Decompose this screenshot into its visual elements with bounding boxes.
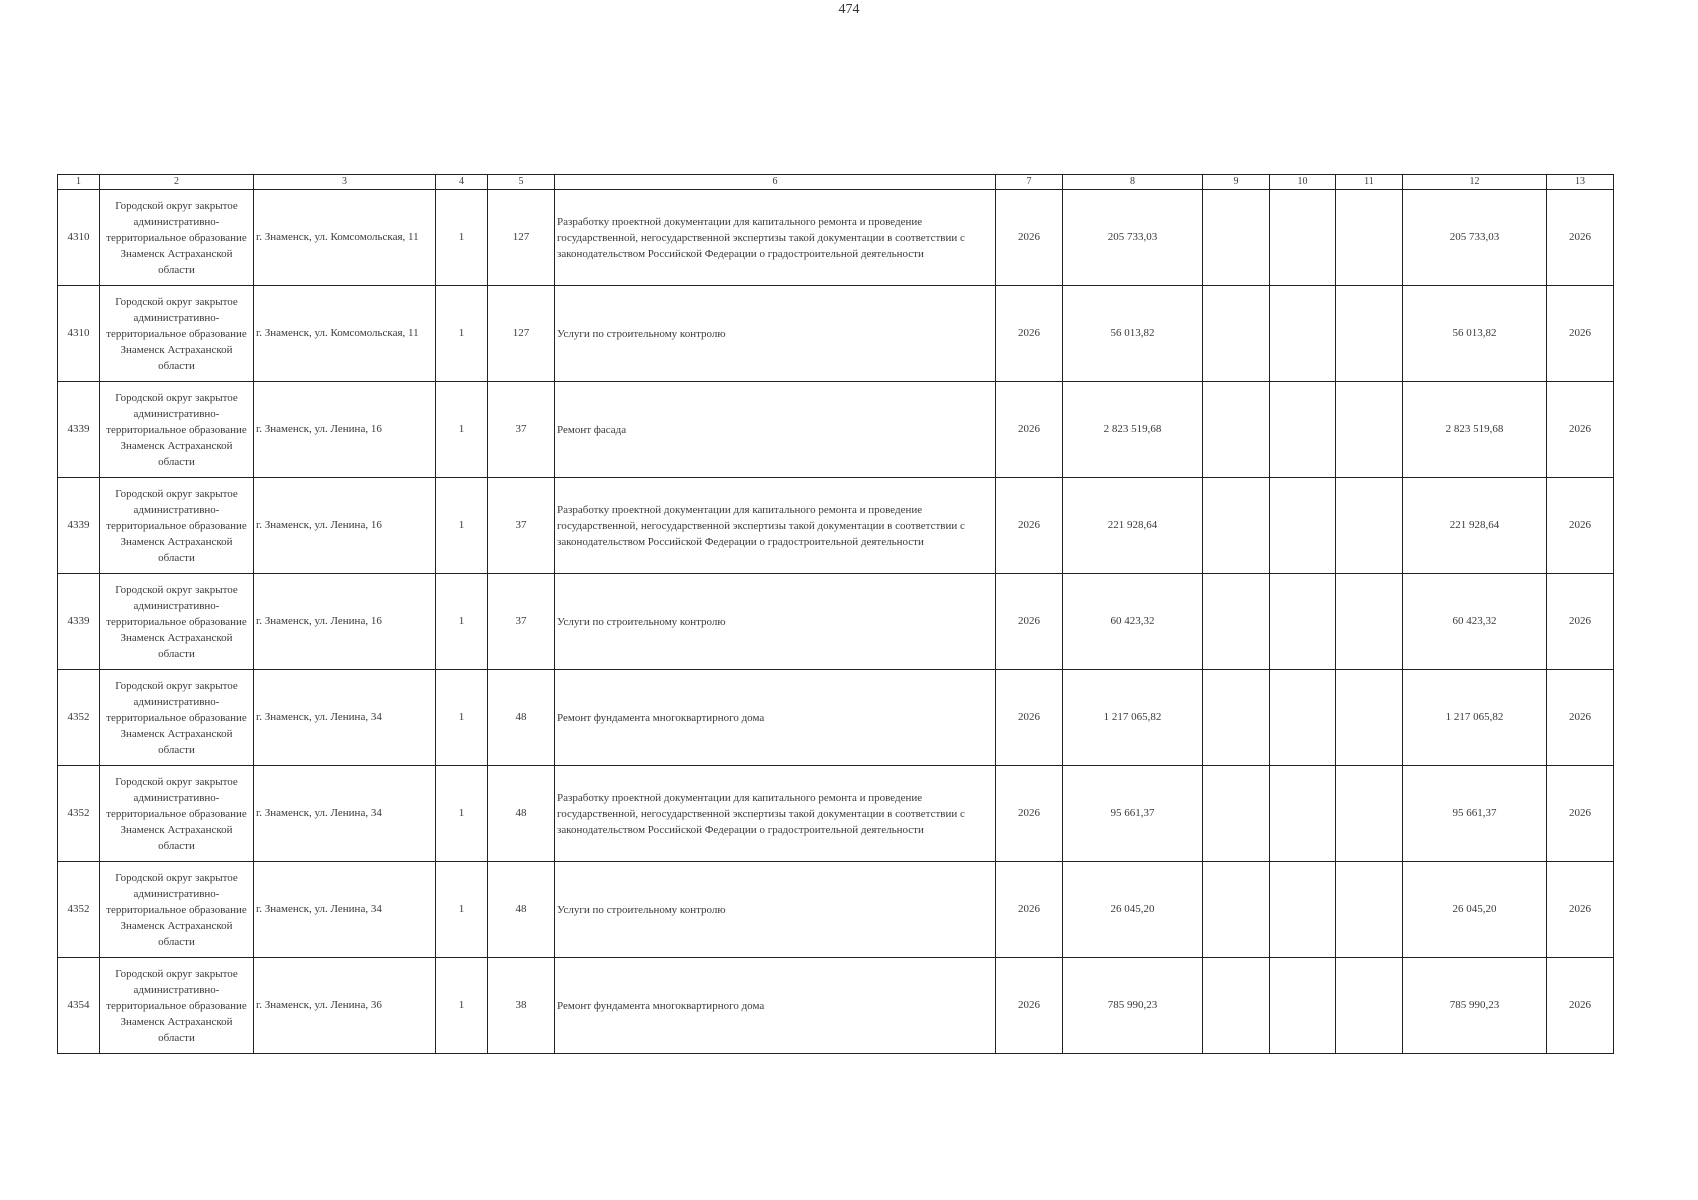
cell-house-id: 4352 [58, 670, 100, 766]
cell-total-cost: 785 990,23 [1063, 958, 1203, 1054]
cell-total-cost: 205 733,03 [1063, 190, 1203, 286]
cell-total-cost: 60 423,32 [1063, 574, 1203, 670]
cell-col13-year: 2026 [1547, 478, 1614, 574]
cell-col10 [1270, 478, 1336, 574]
cell-municipality: Городской округ закрытое административно-территориальное образование Знаменск Астраханской области [100, 766, 254, 862]
cell-total-cost: 2 823 519,68 [1063, 382, 1203, 478]
cell-col13-year: 2026 [1547, 190, 1614, 286]
cell-col10 [1270, 862, 1336, 958]
table-row [58, 286, 1614, 382]
cell-col11 [1336, 382, 1403, 478]
cell-col13-year: 2026 [1547, 382, 1614, 478]
cell-address: г. Знаменск, ул. Ленина, 36 [254, 958, 436, 1054]
table-row [58, 382, 1614, 478]
cell-col12-cost: 2 823 519,68 [1403, 382, 1547, 478]
cell-col9 [1203, 190, 1270, 286]
cell-col10 [1270, 190, 1336, 286]
cell-col11 [1336, 190, 1403, 286]
cell-col4: 1 [436, 670, 488, 766]
table-row [58, 190, 1614, 286]
cell-work-type: Разработку проектной документации для капитального ремонта и проведение государственной, негосударственной экспертизы такой документации в соответствии с законодательством Российской Федерации о градостроительной деятельности [555, 190, 996, 286]
cell-col13-year: 2026 [1547, 958, 1614, 1054]
column-header: 7 [996, 175, 1063, 190]
column-number-row [58, 175, 1614, 190]
cell-col5: 38 [488, 958, 555, 1054]
cell-total-cost: 26 045,20 [1063, 862, 1203, 958]
column-header: 10 [1270, 175, 1336, 190]
cell-municipality: Городской округ закрытое административно-территориальное образование Знаменск Астраханской области [100, 190, 254, 286]
cell-col12-cost: 95 661,37 [1403, 766, 1547, 862]
cell-address: г. Знаменск, ул. Ленина, 16 [254, 478, 436, 574]
cell-house-id: 4310 [58, 286, 100, 382]
cell-col9 [1203, 670, 1270, 766]
cell-work-type: Услуги по строительному контролю [555, 574, 996, 670]
cell-col13-year: 2026 [1547, 286, 1614, 382]
cell-municipality: Городской округ закрытое административно-территориальное образование Знаменск Астраханской области [100, 478, 254, 574]
cell-col13-year: 2026 [1547, 766, 1614, 862]
cell-col10 [1270, 670, 1336, 766]
cell-address: г. Знаменск, ул. Ленина, 34 [254, 862, 436, 958]
cell-address: г. Знаменск, ул. Ленина, 34 [254, 766, 436, 862]
cell-col5: 37 [488, 382, 555, 478]
cell-work-type: Услуги по строительному контролю [555, 862, 996, 958]
cell-col12-cost: 205 733,03 [1403, 190, 1547, 286]
cell-col12-cost: 56 013,82 [1403, 286, 1547, 382]
cell-work-type: Разработку проектной документации для капитального ремонта и проведение государственной, негосударственной экспертизы такой документации в соответствии с законодательством Российской Федерации о градостроительной деятельности [555, 766, 996, 862]
cell-municipality: Городской округ закрытое административно-территориальное образование Знаменск Астраханской области [100, 382, 254, 478]
cell-house-id: 4339 [58, 478, 100, 574]
cell-address: г. Знаменск, ул. Ленина, 16 [254, 574, 436, 670]
cell-col4: 1 [436, 766, 488, 862]
cell-col11 [1336, 574, 1403, 670]
cell-col5: 127 [488, 190, 555, 286]
cell-col4: 1 [436, 478, 488, 574]
cell-municipality: Городской округ закрытое административно-территориальное образование Знаменск Астраханской области [100, 862, 254, 958]
cell-col13-year: 2026 [1547, 670, 1614, 766]
cell-col12-cost: 221 928,64 [1403, 478, 1547, 574]
cell-total-cost: 56 013,82 [1063, 286, 1203, 382]
cell-col4: 1 [436, 862, 488, 958]
cell-municipality: Городской округ закрытое административно-территориальное образование Знаменск Астраханской области [100, 286, 254, 382]
cell-col12-cost: 785 990,23 [1403, 958, 1547, 1054]
cell-work-type: Услуги по строительному контролю [555, 286, 996, 382]
column-header: 12 [1403, 175, 1547, 190]
column-header: 11 [1336, 175, 1403, 190]
cell-col12-cost: 26 045,20 [1403, 862, 1547, 958]
cell-year: 2026 [996, 670, 1063, 766]
cell-col5: 48 [488, 862, 555, 958]
cell-col10 [1270, 766, 1336, 862]
table-row [58, 862, 1614, 958]
cell-col4: 1 [436, 190, 488, 286]
table-row [58, 766, 1614, 862]
cell-col10 [1270, 574, 1336, 670]
cell-col11 [1336, 478, 1403, 574]
cell-work-type: Ремонт фундамента многоквартирного дома [555, 670, 996, 766]
column-header: 6 [555, 175, 996, 190]
cell-col10 [1270, 286, 1336, 382]
cell-work-type: Ремонт фасада [555, 382, 996, 478]
cell-address: г. Знаменск, ул. Ленина, 34 [254, 670, 436, 766]
cell-col10 [1270, 958, 1336, 1054]
cell-house-id: 4339 [58, 574, 100, 670]
cell-year: 2026 [996, 286, 1063, 382]
cell-col11 [1336, 670, 1403, 766]
cell-col5: 127 [488, 286, 555, 382]
cell-year: 2026 [996, 478, 1063, 574]
page-number: 474 [838, 2, 860, 17]
column-header: 1 [58, 175, 100, 190]
table-row [58, 478, 1614, 574]
table-row [58, 574, 1614, 670]
cell-municipality: Городской округ закрытое административно-территориальное образование Знаменск Астраханской области [100, 670, 254, 766]
cell-address: г. Знаменск, ул. Ленина, 16 [254, 382, 436, 478]
cell-col11 [1336, 958, 1403, 1054]
cell-year: 2026 [996, 766, 1063, 862]
cell-col9 [1203, 478, 1270, 574]
cell-year: 2026 [996, 862, 1063, 958]
cell-house-id: 4352 [58, 862, 100, 958]
cell-col4: 1 [436, 958, 488, 1054]
cell-year: 2026 [996, 574, 1063, 670]
cell-house-id: 4354 [58, 958, 100, 1054]
cell-house-id: 4310 [58, 190, 100, 286]
cell-municipality: Городской округ закрытое административно-территориальное образование Знаменск Астраханской области [100, 958, 254, 1054]
cell-col13-year: 2026 [1547, 574, 1614, 670]
cell-house-id: 4352 [58, 766, 100, 862]
table-row [58, 958, 1614, 1054]
cell-col9 [1203, 958, 1270, 1054]
cell-col9 [1203, 766, 1270, 862]
cell-total-cost: 221 928,64 [1063, 478, 1203, 574]
cell-col5: 37 [488, 478, 555, 574]
cell-col9 [1203, 382, 1270, 478]
cell-col11 [1336, 286, 1403, 382]
cell-year: 2026 [996, 382, 1063, 478]
cell-work-type: Разработку проектной документации для капитального ремонта и проведение государственной, негосударственной экспертизы такой документации в соответствии с законодательством Российской Федерации о градостроительной деятельности [555, 478, 996, 574]
column-header: 4 [436, 175, 488, 190]
column-header: 9 [1203, 175, 1270, 190]
cell-col10 [1270, 382, 1336, 478]
cell-year: 2026 [996, 958, 1063, 1054]
cell-house-id: 4339 [58, 382, 100, 478]
cell-address: г. Знаменск, ул. Комсомольская, 11 [254, 286, 436, 382]
cell-col9 [1203, 286, 1270, 382]
column-header: 3 [254, 175, 436, 190]
cell-col13-year: 2026 [1547, 862, 1614, 958]
cell-col4: 1 [436, 574, 488, 670]
column-header: 13 [1547, 175, 1614, 190]
cell-work-type: Ремонт фундамента многоквартирного дома [555, 958, 996, 1054]
cell-col12-cost: 1 217 065,82 [1403, 670, 1547, 766]
cell-col4: 1 [436, 382, 488, 478]
cell-col4: 1 [436, 286, 488, 382]
cell-col5: 37 [488, 574, 555, 670]
cell-col5: 48 [488, 766, 555, 862]
cell-col9 [1203, 574, 1270, 670]
cell-col9 [1203, 862, 1270, 958]
cell-col12-cost: 60 423,32 [1403, 574, 1547, 670]
table-body [58, 190, 1614, 1054]
cell-year: 2026 [996, 190, 1063, 286]
cell-total-cost: 1 217 065,82 [1063, 670, 1203, 766]
cell-total-cost: 95 661,37 [1063, 766, 1203, 862]
cell-col5: 48 [488, 670, 555, 766]
column-header: 8 [1063, 175, 1203, 190]
cell-municipality: Городской округ закрытое административно-территориальное образование Знаменск Астраханской области [100, 574, 254, 670]
cell-col11 [1336, 862, 1403, 958]
table-row [58, 670, 1614, 766]
cell-col11 [1336, 766, 1403, 862]
cell-address: г. Знаменск, ул. Комсомольская, 11 [254, 190, 436, 286]
column-header: 5 [488, 175, 555, 190]
column-header: 2 [100, 175, 254, 190]
capital-repair-table [57, 174, 1614, 1054]
